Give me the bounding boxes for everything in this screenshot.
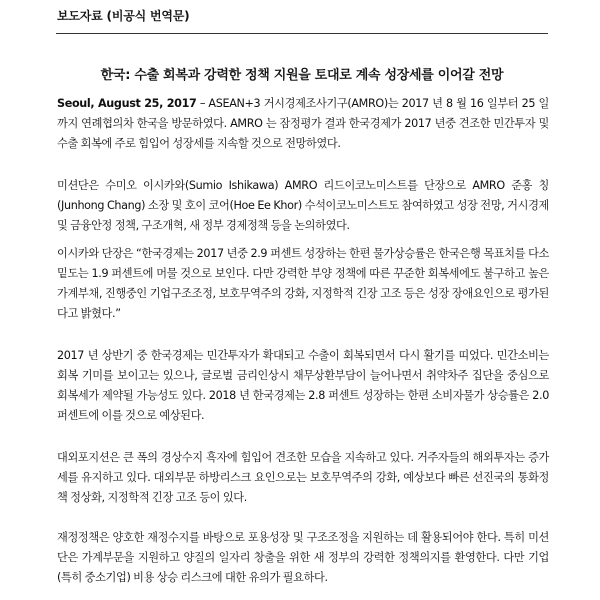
paragraph-3: 이시카와 단장은 “한국경제는 2017 년중 2.9 퍼센트 성장하는 한편 물가상승률은 한국은행 목표치를 다소 밑도는 1.9 퍼센트에 머물 것으로 보인다. 다만 강력한 부양 정책에 따른 꾸준한 회복세에도 불구하고 높은 가계부채, 진행중인 기업구조조정, 보호무역주의 강화, 지정학적 긴장 고조 등은 성장 장애요인으로 평가된다고 밝혔다.”	[57, 247, 549, 320]
header-divider	[56, 33, 548, 34]
paragraph-2: 미션단은 수미오 이시카와(Sumio Ishikawa) AMRO 리드이코노미스트를 단장으로 AMRO 준홍 칭(Junhong Chang) 소장 및 호이 코어(Hoe Ee Khor) 수석이코노미스트도 참여하였고 성장 전망, 거시경제 및 금융안정 정책, 구조개혁, 새 정부 경제정책 등을 논의하였다.	[57, 179, 549, 232]
paragraph-6: 재정정책은 양호한 재정수지를 바탕으로 포용성장 및 구조조정을 지원하는 데 활용되어야 한다. 특히 미션단은 가계부문을 지원하고 양질의 일자리 창출을 위한 새 정부의 강력한 정책의지를 환영한다. 다만 기업(특히 중소기업) 비용 상승 리스크에 대한 유의가 필요하다.	[57, 531, 549, 584]
paragraph-4: 2017 년 상반기 중 한국경제는 민간투자가 확대되고 수출이 회복되면서 다시 활기를 띠었다. 민간소비는 회복 기미를 보이고는 있으나, 글로벌 금리인상시 채무상환부담이 늘어나면서 취약차주 집단을 중심으로 회복세가 제약될 가능성도 있다. 2018 년 한국경제는 2.8 퍼센트 성장하는 한편 소비자물가 상승률은 2.0 퍼센트에 이를 것으로 예상된다.	[57, 349, 549, 422]
document-title: 한국: 수출 회복과 강력한 정책 지원을 토대로 계속 성장세를 이어갈 전망	[100, 68, 504, 83]
document-header-label: 보도자료 (비공식 번역문)	[57, 9, 190, 23]
paragraph-5: 대외포지션은 큰 폭의 경상수지 흑자에 힘입어 견조한 모습을 지속하고 있다. 거주자들의 해외투자는 증가세를 유지하고 있다. 대외부문 하방리스크 요인으로는 보호무역주의 강화, 예상보다 빠른 선진국의 통화정책 정상화, 지정학적 긴장 고조 등이 있다.	[57, 451, 549, 504]
dateline: Seoul, August 25, 2017	[57, 97, 197, 110]
paragraph-1-body: – ASEAN+3 거시경제조사기구(AMRO)는 2017 년 8 월 16 일부터 25 일까지 연례협의차 한국을 방문하였다. AMRO 는 잠정평가 결과 한국경제가 2017 년중 견조한 민간투자 및 수출 회복에 주로 힘입어 성장세를 지속할 것으로 전망하였다.	[57, 97, 549, 150]
paragraph-1	[57, 94, 549, 154]
